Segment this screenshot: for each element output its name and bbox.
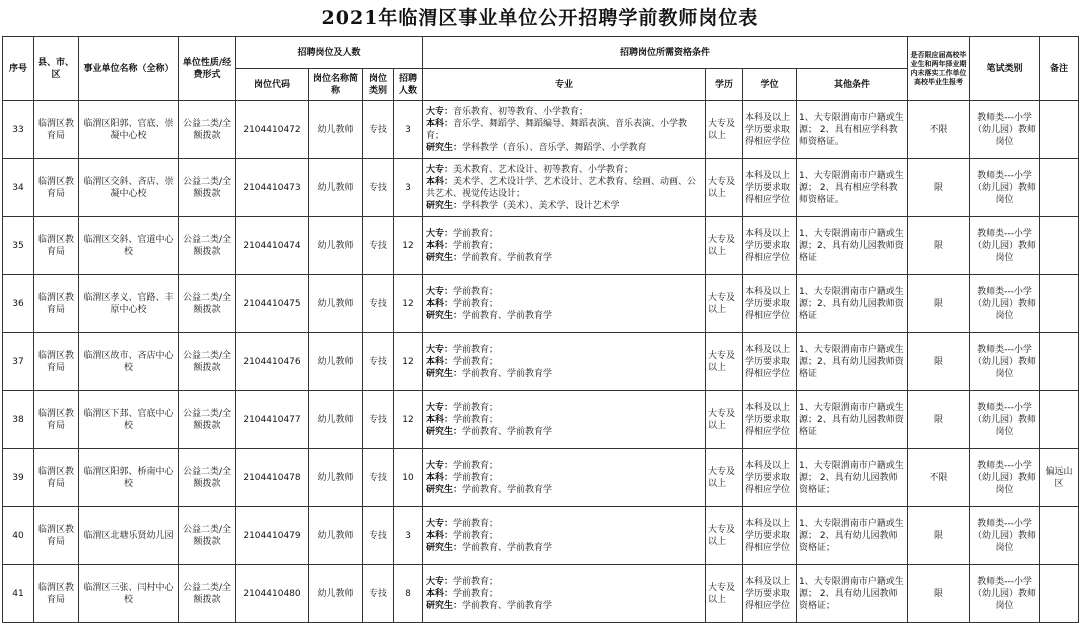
table-row [3,507,1079,565]
major-line [426,530,703,542]
major-line [426,106,703,118]
cell-post-type: 专技 [363,101,394,159]
major-level-label: 本科： [426,414,454,425]
cell-major [423,275,706,333]
cell-seq: 38 [3,391,34,449]
cell-remark: 偏远山区 [1040,449,1079,507]
major-line [426,344,703,356]
cell-graduate: 不限 [908,101,970,159]
cell-seq: 36 [3,275,34,333]
major-line [426,310,703,322]
cell-post-name: 幼儿教师 [309,217,363,275]
cell-seq: 35 [3,217,34,275]
cell-graduate: 限 [908,159,970,217]
major-list: 学前教育； [453,298,499,309]
cell-code: 2104410475 [236,275,309,333]
major-level-label: 本科： [426,356,454,367]
cell-unit: 临渭区三张、闫村中心校 [79,565,179,623]
cell-code: 2104410480 [236,565,309,623]
major-line [426,484,703,496]
cell-nature: 公益二类/全额拨款 [179,565,236,623]
cell-degree: 本科及以上学历要求取得相应学位 [743,159,797,217]
major-level-label: 本科： [426,298,454,309]
cell-graduate: 限 [908,275,970,333]
cell-education: 大专及以上 [706,391,743,449]
major-list: 学前教育、学前教育学 [462,426,553,437]
major-line [426,286,703,298]
major-level-label: 本科： [426,240,454,251]
cell-unit: 临渭区交斜、官道中心校 [79,217,179,275]
header-post-type: 岗位类别 [363,69,394,101]
table-row [3,333,1079,391]
cell-unit: 临渭区下邽、官底中心校 [79,391,179,449]
major-list: 学前教育、学前教育学 [462,600,553,611]
cell-major [423,449,706,507]
major-level-label: 研究生： [426,542,463,553]
major-list: 学前教育； [453,576,499,587]
header-exam: 笔试类别 [970,37,1040,101]
cell-nature: 公益二类/全额拨款 [179,275,236,333]
job-table [2,36,1079,623]
cell-graduate: 限 [908,565,970,623]
major-list: 学前教育、学前教育学 [462,368,553,379]
major-level-label: 大专： [426,164,454,175]
major-line [426,460,703,472]
cell-exam: 教师类---小学（幼儿园）教师岗位 [970,391,1040,449]
cell-code: 2104410474 [236,217,309,275]
cell-count: 12 [394,275,423,333]
cell-nature: 公益二类/全额拨款 [179,101,236,159]
major-level-label: 研究生： [426,484,463,495]
cell-exam: 教师类---小学（幼儿园）教师岗位 [970,101,1040,159]
cell-post-name: 幼儿教师 [309,101,363,159]
cell-exam: 教师类---小学（幼儿园）教师岗位 [970,565,1040,623]
major-line [426,118,703,142]
cell-other: 1、大专限渭南市户籍或生源； 2、具有相应学科教师资格证。 [797,159,908,217]
cell-post-type: 专技 [363,217,394,275]
major-list: 学前教育； [453,228,499,239]
cell-post-type: 专技 [363,565,394,623]
cell-major [423,217,706,275]
major-list: 学科教学（美术）、美术学、设计艺术学 [462,200,620,211]
major-list: 学前教育； [453,460,499,471]
cell-nature: 公益二类/全额拨款 [179,217,236,275]
cell-count: 3 [394,507,423,565]
major-list: 美术教育、艺术设计、初等教育、小学教育； [453,164,634,175]
major-list: 学前教育、学前教育学 [462,542,553,553]
cell-county: 临渭区教育局 [34,275,79,333]
cell-education: 大专及以上 [706,101,743,159]
major-line [426,518,703,530]
cell-other: 1、大专限渭南市户籍或生源；2、具有幼儿园教师资格证 [797,275,908,333]
major-line [426,142,703,154]
major-list: 学前教育； [453,414,499,425]
cell-unit: 临渭区北塘乐贤幼儿园 [79,507,179,565]
cell-exam: 教师类---小学（幼儿园）教师岗位 [970,159,1040,217]
major-level-label: 本科： [426,118,454,129]
major-level-label: 大专： [426,518,454,529]
major-level-label: 大专： [426,228,454,239]
header-code: 岗位代码 [236,69,309,101]
cell-graduate: 限 [908,391,970,449]
cell-graduate: 限 [908,217,970,275]
major-level-label: 大专： [426,460,454,471]
cell-major [423,101,706,159]
cell-county: 临渭区教育局 [34,391,79,449]
header-unit: 事业单位名称（全称） [79,37,179,101]
cell-major [423,507,706,565]
header-remark: 备注 [1040,37,1079,101]
major-level-label: 本科： [426,472,454,483]
cell-code: 2104410473 [236,159,309,217]
major-level-label: 研究生： [426,426,463,437]
major-line [426,542,703,554]
cell-post-name: 幼儿教师 [309,449,363,507]
major-level-label: 研究生： [426,142,463,153]
cell-nature: 公益二类/全额拨款 [179,449,236,507]
cell-seq: 41 [3,565,34,623]
cell-seq: 40 [3,507,34,565]
cell-degree: 本科及以上学历要求取得相应学位 [743,507,797,565]
major-line [426,200,703,212]
major-list: 学前教育； [453,402,499,413]
cell-degree: 本科及以上学历要求取得相应学位 [743,391,797,449]
cell-education: 大专及以上 [706,449,743,507]
cell-education: 大专及以上 [706,217,743,275]
table-row [3,217,1079,275]
major-line [426,356,703,368]
cell-count: 12 [394,391,423,449]
header-county: 县、市、区 [34,37,79,101]
major-line [426,252,703,264]
major-list: 音乐教育、初等教育、小学教育； [453,106,589,117]
cell-post-name: 幼儿教师 [309,565,363,623]
header-degree: 学位 [743,69,797,101]
cell-post-type: 专技 [363,449,394,507]
cell-county: 临渭区教育局 [34,333,79,391]
cell-other: 1、大专限渭南市户籍或生源；2、具有幼儿园教师资格证 [797,333,908,391]
cell-unit: 临渭区交斜、吝店、崇凝中心校 [79,159,179,217]
major-line [426,402,703,414]
cell-exam: 教师类---小学（幼儿园）教师岗位 [970,333,1040,391]
cell-count: 8 [394,565,423,623]
cell-post-type: 专技 [363,391,394,449]
page-title: 2021年临渭区事业单位公开招聘学前教师岗位表 [321,7,759,29]
cell-graduate: 不限 [908,449,970,507]
major-line [426,164,703,176]
cell-major [423,333,706,391]
major-list: 学前教育； [453,286,499,297]
major-level-label: 大专： [426,286,454,297]
major-level-label: 大专： [426,576,454,587]
cell-remark [1040,101,1079,159]
cell-count: 3 [394,159,423,217]
major-level-label: 大专： [426,402,454,413]
major-list: 学前教育、学前教育学 [462,310,553,321]
major-line [426,576,703,588]
cell-other: 1、大专限渭南市户籍或生源； 2、具有幼儿园教师资格证； [797,449,908,507]
major-list: 学前教育； [453,530,499,541]
table-row [3,391,1079,449]
cell-seq: 33 [3,101,34,159]
cell-unit: 临渭区阳郭、桥南中心校 [79,449,179,507]
major-list: 学前教育； [453,472,499,483]
cell-post-name: 幼儿教师 [309,333,363,391]
cell-exam: 教师类---小学（幼儿园）教师岗位 [970,275,1040,333]
major-list: 学前教育； [453,240,499,251]
cell-nature: 公益二类/全额拨款 [179,391,236,449]
cell-education: 大专及以上 [706,507,743,565]
cell-county: 临渭区教育局 [34,507,79,565]
major-line [426,298,703,310]
major-line [426,228,703,240]
major-line [426,588,703,600]
major-list: 学前教育； [453,344,499,355]
cell-county: 临渭区教育局 [34,159,79,217]
cell-post-type: 专技 [363,275,394,333]
cell-degree: 本科及以上学历要求取得相应学位 [743,333,797,391]
header-post-name: 岗位名称简称 [309,69,363,101]
header-graduate: 是否限应届高校毕业生和两年择业期内未落实工作单位高校毕业生报考 [908,37,970,101]
header-count: 招聘人数 [394,69,423,101]
cell-degree: 本科及以上学历要求取得相应学位 [743,217,797,275]
cell-education: 大专及以上 [706,159,743,217]
table-row [3,449,1079,507]
major-level-label: 本科： [426,530,454,541]
header-group-post: 招聘岗位及人数 [236,37,423,69]
cell-education: 大专及以上 [706,565,743,623]
major-list: 学前教育； [453,518,499,529]
cell-post-name: 幼儿教师 [309,391,363,449]
major-line [426,472,703,484]
cell-graduate: 限 [908,507,970,565]
major-list: 学前教育、学前教育学 [462,484,553,495]
major-list: 美术学、艺术设计学、艺术设计、艺术教育、绘画、动画、公共艺术、视觉传达设计； [426,176,697,199]
cell-code: 2104410472 [236,101,309,159]
cell-remark [1040,217,1079,275]
cell-education: 大专及以上 [706,333,743,391]
major-list: 学前教育、学前教育学 [462,252,553,263]
cell-post-name: 幼儿教师 [309,507,363,565]
header-major: 专业 [423,69,706,101]
cell-major [423,391,706,449]
cell-remark [1040,159,1079,217]
major-list: 音乐学、舞蹈学、舞蹈编导、舞蹈表演、音乐表演、小学教育； [426,118,688,141]
major-level-label: 研究生： [426,368,463,379]
cell-code: 2104410476 [236,333,309,391]
cell-other: 1、大专限渭南市户籍或生源； 2、具有相应学科教师资格证。 [797,101,908,159]
table-row [3,275,1079,333]
cell-code: 2104410477 [236,391,309,449]
major-level-label: 研究生： [426,200,463,211]
major-list: 学前教育； [453,588,499,599]
major-line [426,240,703,252]
major-level-label: 本科： [426,176,454,187]
major-level-label: 本科： [426,588,454,599]
cell-count: 12 [394,217,423,275]
cell-other: 1、大专限渭南市户籍或生源；2、具有幼儿园教师资格证 [797,217,908,275]
table-row [3,159,1079,217]
cell-graduate: 限 [908,333,970,391]
cell-count: 3 [394,101,423,159]
cell-major [423,159,706,217]
cell-nature: 公益二类/全额拨款 [179,333,236,391]
cell-county: 临渭区教育局 [34,217,79,275]
cell-other: 1、大专限渭南市户籍或生源； 2、具有幼儿园教师资格证； [797,507,908,565]
cell-other: 1、大专限渭南市户籍或生源；2、具有幼儿园教师资格证 [797,391,908,449]
major-level-label: 大专： [426,106,454,117]
cell-degree: 本科及以上学历要求取得相应学位 [743,101,797,159]
cell-remark [1040,391,1079,449]
cell-major [423,565,706,623]
cell-remark [1040,275,1079,333]
cell-code: 2104410478 [236,449,309,507]
major-list: 学科教学（音乐）、音乐学、舞蹈学、小学教育 [462,142,647,153]
cell-county: 临渭区教育局 [34,101,79,159]
major-level-label: 大专： [426,344,454,355]
cell-count: 10 [394,449,423,507]
cell-exam: 教师类---小学（幼儿园）教师岗位 [970,449,1040,507]
cell-nature: 公益二类/全额拨款 [179,159,236,217]
major-line [426,368,703,380]
header-other: 其他条件 [797,69,908,101]
cell-education: 大专及以上 [706,275,743,333]
cell-county: 临渭区教育局 [34,565,79,623]
major-list: 学前教育； [453,356,499,367]
major-level-label: 研究生： [426,600,463,611]
cell-remark [1040,333,1079,391]
cell-degree: 本科及以上学历要求取得相应学位 [743,565,797,623]
table-row [3,565,1079,623]
cell-post-type: 专技 [363,507,394,565]
major-line [426,176,703,200]
major-line [426,426,703,438]
cell-seq: 39 [3,449,34,507]
cell-code: 2104410479 [236,507,309,565]
cell-unit: 临渭区故市、吝店中心校 [79,333,179,391]
cell-county: 临渭区教育局 [34,449,79,507]
cell-seq: 34 [3,159,34,217]
table-body [3,101,1079,623]
cell-remark [1040,565,1079,623]
cell-exam: 教师类---小学（幼儿园）教师岗位 [970,217,1040,275]
cell-seq: 37 [3,333,34,391]
cell-unit: 临渭区阳郭、官底、崇凝中心校 [79,101,179,159]
header-group-conditions: 招聘岗位所需资格条件 [423,37,908,69]
cell-degree: 本科及以上学历要求取得相应学位 [743,275,797,333]
cell-post-type: 专技 [363,333,394,391]
cell-unit: 临渭区孝义、官路、丰原中心校 [79,275,179,333]
cell-exam: 教师类---小学（幼儿园）教师岗位 [970,507,1040,565]
cell-other: 1、大专限渭南市户籍或生源； 2、具有幼儿园教师资格证； [797,565,908,623]
major-line [426,600,703,612]
major-line [426,414,703,426]
cell-degree: 本科及以上学历要求取得相应学位 [743,449,797,507]
cell-post-name: 幼儿教师 [309,275,363,333]
header-nature: 单位性质/经费形式 [179,37,236,101]
cell-post-type: 专技 [363,159,394,217]
cell-post-name: 幼儿教师 [309,159,363,217]
cell-nature: 公益二类/全额拨款 [179,507,236,565]
header-education: 学历 [706,69,743,101]
table-row [3,101,1079,159]
cell-count: 12 [394,333,423,391]
cell-remark [1040,507,1079,565]
major-level-label: 研究生： [426,310,463,321]
header-seq: 序号 [3,37,34,101]
major-level-label: 研究生： [426,252,463,263]
